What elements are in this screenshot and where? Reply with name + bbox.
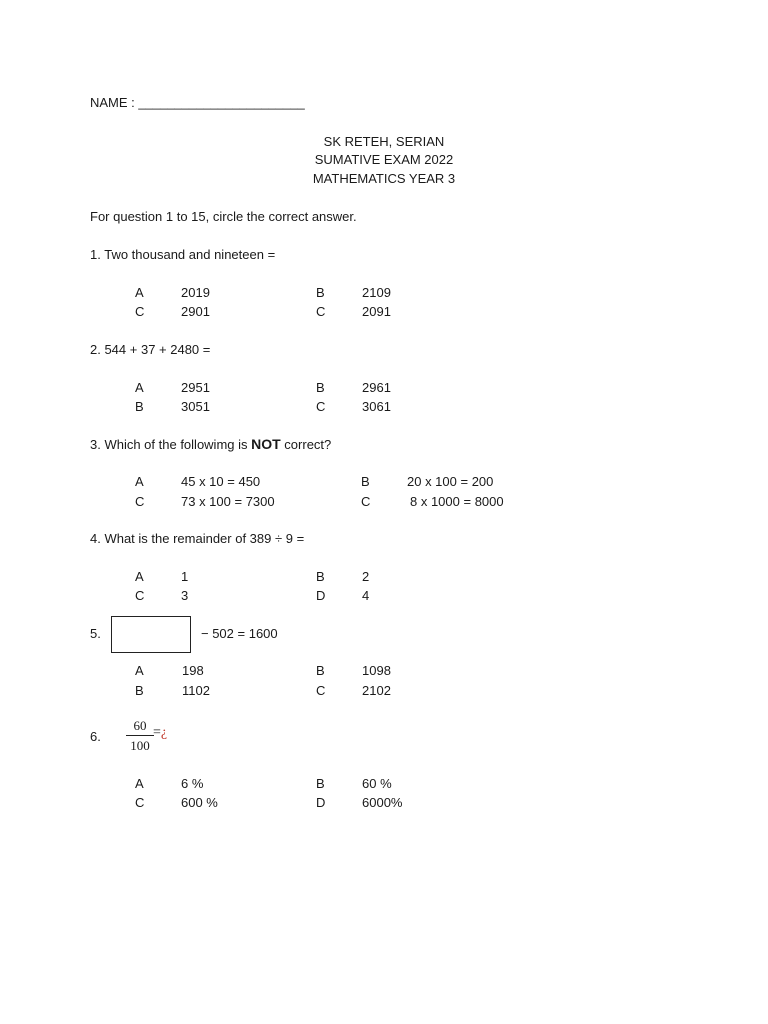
q3-text-emphasis: NOT xyxy=(251,436,281,452)
instruction-text: For question 1 to 15, circle the correct answer. xyxy=(90,209,357,224)
equals-sign: = xyxy=(153,725,161,740)
q3-option-value: 73 x 100 = 7300 xyxy=(181,494,275,509)
q6-option-value: 6000% xyxy=(362,795,403,810)
q2-option-value: 3051 xyxy=(181,399,210,414)
q5-option-letter: B xyxy=(135,683,144,698)
q1-option-value: 2901 xyxy=(181,304,210,319)
q3-option-letter: B xyxy=(361,474,370,489)
q4-option-value: 1 xyxy=(181,569,189,584)
q5-option-letter: A xyxy=(135,663,144,678)
q6-option-letter: C xyxy=(135,795,145,810)
fraction-bar xyxy=(126,735,154,736)
q6-option-letter: B xyxy=(316,776,325,791)
q6-option-letter: D xyxy=(316,795,326,810)
q3-option-value: 8 x 1000 = 8000 xyxy=(410,494,504,509)
subject-title: MATHEMATICS YEAR 3 xyxy=(312,171,456,186)
q4-option-value: 4 xyxy=(362,588,370,603)
q2-option-value: 2951 xyxy=(181,380,210,395)
q2-option-letter: C xyxy=(316,399,326,414)
q1-option-letter: C xyxy=(316,304,326,319)
question-1-text: 1. Two thousand and nineteen = xyxy=(90,247,276,262)
answer-placeholder-mark: ¿ xyxy=(160,725,168,740)
q3-option-letter: C xyxy=(135,494,145,509)
school-name: SK RETEH, SERIAN xyxy=(323,134,445,149)
q5-option-letter: B xyxy=(316,663,325,678)
q5-option-value: 2102 xyxy=(362,683,391,698)
question-3-text xyxy=(90,436,331,452)
q5-option-value: 1098 xyxy=(362,663,391,678)
name-field-label: NAME : _______________________ xyxy=(90,95,305,110)
q6-option-letter: A xyxy=(135,776,144,791)
q6-option-value: 6 % xyxy=(181,776,204,791)
q1-option-value: 2091 xyxy=(362,304,391,319)
question-5-expression: − 502 = 1600 xyxy=(201,626,278,641)
question-5-number: 5. xyxy=(90,626,101,641)
q3-option-value: 45 x 10 = 450 xyxy=(181,474,261,489)
q4-option-value: 2 xyxy=(362,569,370,584)
q5-option-value: 198 xyxy=(182,663,204,678)
q2-option-value: 3061 xyxy=(362,399,391,414)
q1-option-letter: C xyxy=(135,304,145,319)
q2-option-letter: B xyxy=(316,380,325,395)
q2-option-value: 2961 xyxy=(362,380,391,395)
q1-option-letter: B xyxy=(316,285,325,300)
question-6-number: 6. xyxy=(90,729,101,744)
q1-option-letter: A xyxy=(135,285,144,300)
question-4-text: 4. What is the remainder of 389 ÷ 9 = xyxy=(90,531,305,546)
question-2-text: 2. 544 + 37 + 2480 = xyxy=(90,342,211,357)
q5-option-value: 1102 xyxy=(182,683,210,698)
q3-option-value: 20 x 100 = 200 xyxy=(407,474,494,489)
q2-option-letter: A xyxy=(135,380,144,395)
q3-option-letter: A xyxy=(135,474,144,489)
q5-option-letter: C xyxy=(316,683,326,698)
q4-option-letter: C xyxy=(135,588,145,603)
q1-option-value: 2109 xyxy=(362,285,391,300)
q1-option-value: 2019 xyxy=(181,285,210,300)
q3-text-after: correct? xyxy=(280,437,332,452)
q6-option-value: 600 % xyxy=(181,795,218,810)
answer-box[interactable] xyxy=(111,616,191,653)
q3-option-letter: C xyxy=(361,494,371,509)
q4-option-letter: B xyxy=(316,569,325,584)
q4-option-letter: A xyxy=(135,569,144,584)
q2-option-letter: B xyxy=(135,399,144,414)
q3-text-before: 3. Which of the followimg is xyxy=(90,437,252,452)
fraction xyxy=(126,717,154,754)
fraction-numerator: 60 xyxy=(133,718,147,733)
q6-option-value: 60 % xyxy=(362,776,392,791)
fraction-denominator: 100 xyxy=(130,738,150,753)
q4-option-value: 3 xyxy=(181,588,189,603)
exam-title: SUMATIVE EXAM 2022 xyxy=(314,152,454,167)
equals-expression xyxy=(153,725,167,741)
q4-option-letter: D xyxy=(316,588,326,603)
